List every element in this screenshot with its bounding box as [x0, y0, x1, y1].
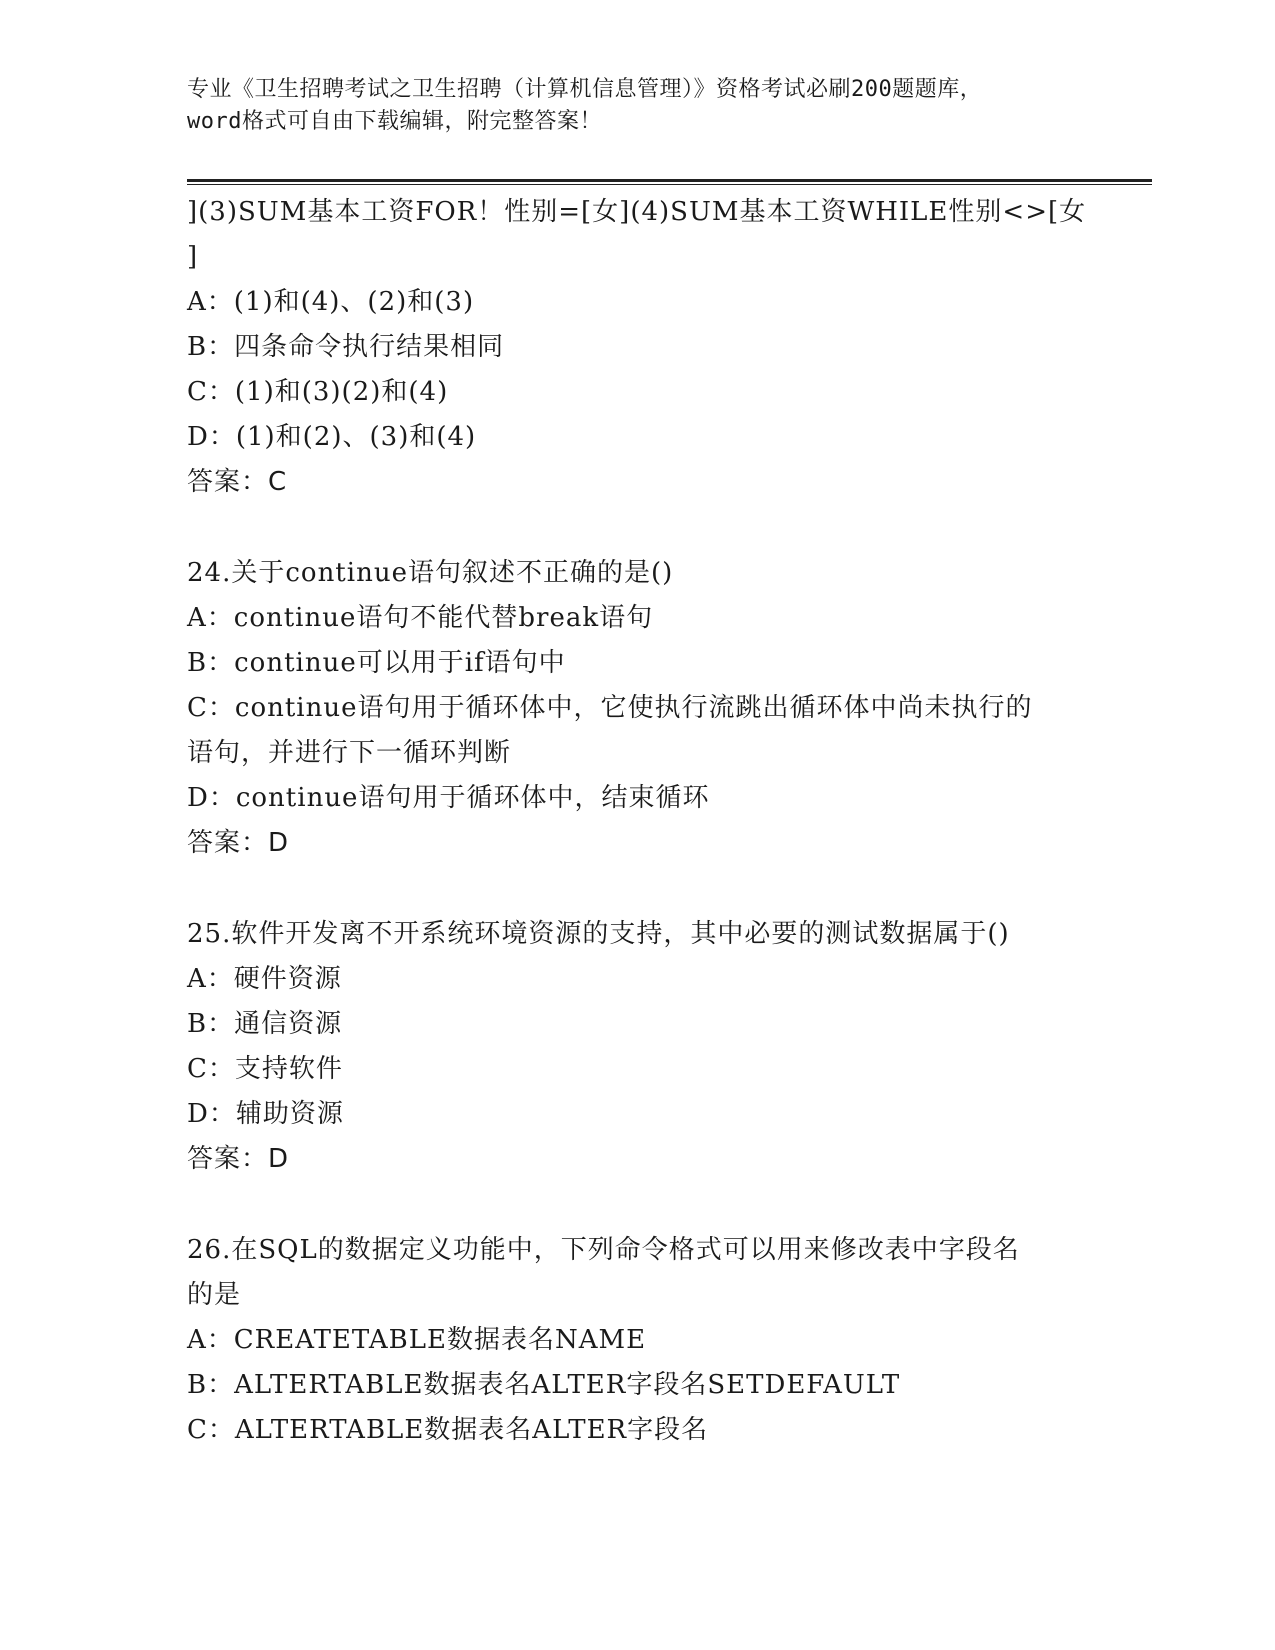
option-a: A：硬件资源 — [187, 964, 342, 994]
question-24 — [187, 551, 1087, 866]
option-d: D：辅助资源 — [187, 1099, 344, 1129]
question-stem-line: ](3)SUM基本工资FOR！性别=[女](4)SUM基本工资WHILE性别<>[女 — [187, 197, 1087, 227]
header-divider-thin — [187, 184, 1152, 185]
header-divider-thick — [187, 179, 1152, 182]
question-spacer — [187, 1182, 1087, 1228]
question-stem-line: ] — [187, 242, 199, 272]
option-b: B：continue可以用于if语句中 — [187, 648, 566, 678]
option-c: C：支持软件 — [187, 1054, 343, 1084]
question-stem: 24.关于continue语句叙述不正确的是() — [187, 558, 674, 588]
option-a: A：continue语句不能代替break语句 — [187, 603, 654, 633]
option-c: C：(1)和(3)(2)和(4) — [187, 377, 449, 407]
option-b: B：四条命令执行结果相同 — [187, 332, 505, 362]
question-26 — [187, 1228, 1087, 1453]
option-c: C：ALTERTABLE数据表名ALTER字段名 — [187, 1415, 709, 1445]
answer-line: 答案：D — [187, 1144, 290, 1174]
question-25 — [187, 912, 1087, 1182]
answer-line: 答案：C — [187, 467, 288, 497]
question-stem-continued: 的是 — [187, 1280, 242, 1310]
option-a: A：(1)和(4)、(2)和(3) — [187, 287, 475, 317]
header-title-line-2: word格式可自由下载编辑，附完整答案！ — [187, 109, 602, 134]
option-b: B：ALTERTABLE数据表名ALTER字段名SETDEFAULT — [187, 1370, 901, 1400]
option-c-continued: 语句，并进行下一循环判断 — [187, 738, 512, 768]
document-header — [187, 74, 1077, 138]
question-spacer — [187, 505, 1087, 551]
header-title-line-1: 专业《卫生招聘考试之卫生招聘（计算机信息管理）》资格考试必刷200题题库， — [187, 77, 983, 102]
option-b: B：通信资源 — [187, 1009, 343, 1039]
question-stem: 26.在SQL的数据定义功能中，下列命令格式可以用来修改表中字段名 — [187, 1235, 1020, 1265]
option-c: C：continue语句用于循环体中，它使执行流跳出循环体中尚未执行的 — [187, 693, 1033, 723]
question-23-continuation — [187, 190, 1087, 505]
option-a: A：CREATETABLE数据表名NAME — [187, 1325, 647, 1355]
question-spacer — [187, 866, 1087, 912]
option-d: D：continue语句用于循环体中，结束循环 — [187, 783, 710, 813]
question-stem: 25.软件开发离不开系统环境资源的支持，其中必要的测试数据属于() — [187, 919, 1010, 949]
answer-line: 答案：D — [187, 828, 290, 858]
document-body — [187, 190, 1087, 1453]
option-d: D：(1)和(2)、(3)和(4) — [187, 422, 477, 452]
